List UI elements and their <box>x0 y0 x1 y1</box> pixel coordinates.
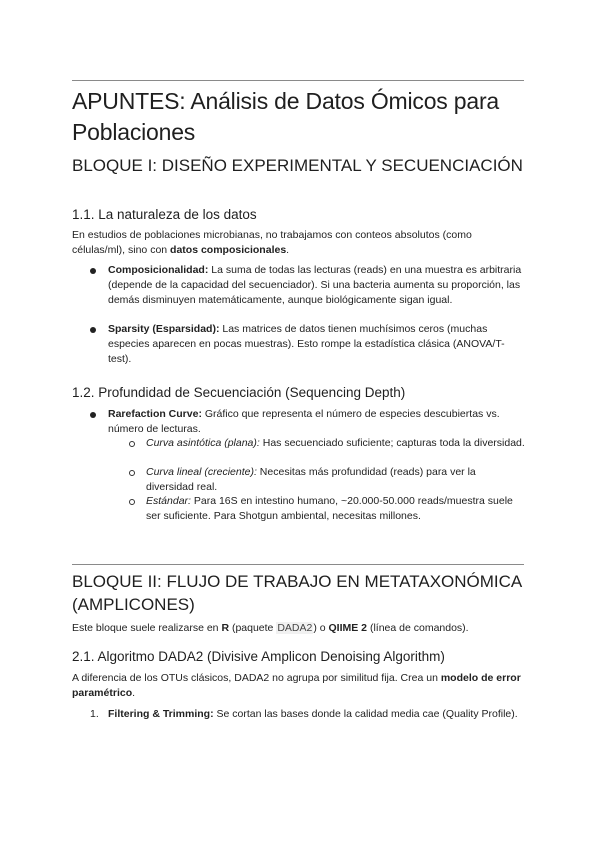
bullet-dot <box>90 327 96 333</box>
section-1-2-heading: 1.2. Profundidad de Secuenciación (Sequencing Depth) <box>72 385 406 400</box>
section-1-1-intro: En estudios de poblaciones microbianas, no trabajamos con conteos absolutos (como células/ml), sino con datos composicionales. <box>72 229 472 256</box>
bloque-1-heading: BLOQUE I: DISEÑO EXPERIMENTAL Y SECUENCIACIÓN <box>72 156 523 175</box>
sub-bullet-circle <box>129 499 135 505</box>
bullet-dot <box>90 268 96 274</box>
bloque-2-heading: BLOQUE II: FLUJO DE TRABAJO EN METATAXONÓMICA (AMPLICONES) <box>72 572 522 614</box>
sub-bullet-circle <box>129 470 135 476</box>
section-1-1-heading: 1.1. La naturaleza de los datos <box>72 207 257 222</box>
sub-bullet-circle <box>129 441 135 447</box>
section-2-1-intro: A diferencia de los OTUs clásicos, DADA2 no agrupa por similitud fija. Crea un modelo de error paramétrico. <box>72 672 521 699</box>
list-item-filtering: Filtering & Trimming: Se cortan las bases donde la calidad media cae (Quality Profile). <box>108 708 518 720</box>
list-item-composicionalidad: Composicionalidad: La suma de todas las lecturas (reads) en una muestra es arbitraria (depende de la capacidad del secuenciador). Si una bacteria aumenta su proporción, las demás disminuyen matemáticamente, aunque biológicamente sigan igual. <box>108 264 522 306</box>
list-number: 1. <box>90 708 99 720</box>
section-divider <box>72 564 524 565</box>
sub-item-asintotica: Curva asintótica (plana): Has secuenciado suficiente; capturas toda la diversidad. <box>146 437 525 449</box>
bloque-2-intro: Este bloque suele realizarse en R (paquete DADA2) o QIIME 2 (línea de comandos). <box>72 622 469 634</box>
section-2-1-heading: 2.1. Algoritmo DADA2 (Divisive Amplicon Denoising Algorithm) <box>72 649 445 664</box>
sub-item-lineal: Curva lineal (creciente): Necesitas más profundidad (reads) para ver la diversidad real. <box>146 466 476 493</box>
list-item-rarefaction: Rarefaction Curve: Gráfico que representa el número de especies descubiertas vs. número de lecturas. <box>108 408 500 435</box>
sub-item-estandar: Estándar: Para 16S en intestino humano, ~20.000-50.000 reads/muestra suele ser suficiente. Para Shotgun ambiental, necesitas millones. <box>146 495 513 522</box>
page-title: APUNTES: Análisis de Datos Ómicos para Poblaciones <box>72 88 500 145</box>
list-item-sparsity: Sparsity (Esparsidad): Las matrices de datos tienen muchísimos ceros (muchas especies aparecen en pocas muestras). Esto rompe la estadística clásica (ANOVA/T-test). <box>108 323 505 365</box>
top-divider <box>72 80 524 81</box>
bullet-dot <box>90 412 96 418</box>
